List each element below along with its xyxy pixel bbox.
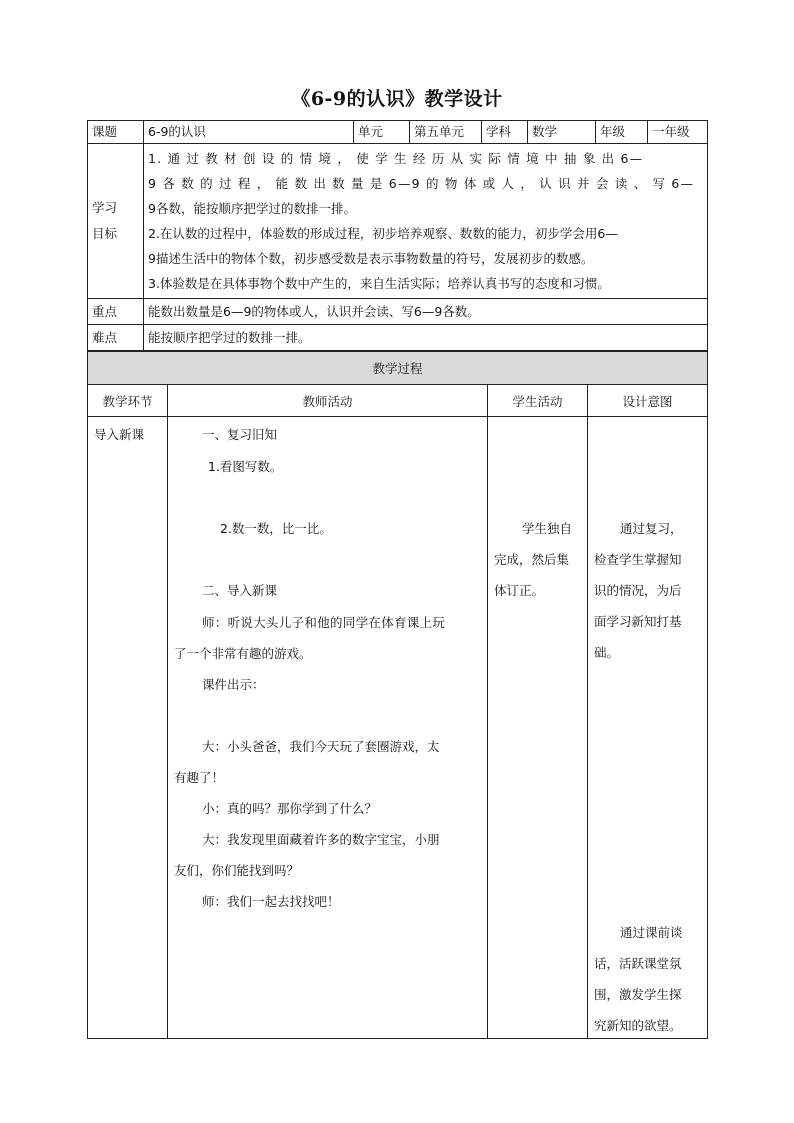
dialogue-line: 大：小头爸爸，我们今天玩了套圈游戏，太 [202, 739, 440, 754]
key-point-label: 重点 [88, 299, 144, 325]
student-activity-line: 学生独自 [522, 521, 573, 536]
goals-label-line2: 目标 [92, 226, 118, 241]
col-teacher-header: 教师活动 [168, 385, 488, 417]
col-student-header: 学生活动 [488, 385, 588, 417]
topic-label: 课题 [88, 121, 144, 144]
unit-value: 第五单元 [410, 121, 482, 144]
goal-line: 9 各 数 的 过 程 ， 能 数 出 数 量 是 6—9 的 物 体 或 人 ， 认 识 并 会 读 、 写 6— [148, 176, 695, 191]
grade-label: 年级 [596, 121, 648, 144]
goal-line: 3.体验数是在具体事物个数中产生的，来自生活实际；培养认真书写的态度和习惯。 [148, 276, 610, 291]
topic-row [88, 121, 708, 144]
goals-label [88, 144, 144, 299]
stage-cell [88, 417, 168, 1039]
review-heading: 一、复习旧知 [202, 427, 278, 442]
stage-row [88, 417, 708, 1039]
intent-line: 础。 [594, 645, 620, 660]
section-title: 教学过程 [88, 352, 708, 385]
review-item-1: 1.看图写数。 [208, 459, 283, 474]
review-item-2: 2.数一数，比一比。 [220, 521, 332, 536]
lesson-info-table [87, 120, 708, 351]
intro-heading: 二、导入新课 [202, 583, 278, 598]
dialogue-line: 师：我们一起去找找吧！ [202, 894, 340, 909]
key-point-row [88, 299, 708, 325]
intent-line: 检查学生掌握知 [594, 552, 682, 567]
difficulty-label: 难点 [88, 325, 144, 351]
student-activity-cell [488, 417, 588, 1039]
intent-line: 究新知的欲望。 [594, 1018, 682, 1033]
goal-line: 1. 通 过 教 材 创 设 的 情 境 ， 使 学 生 经 历 从 实 际 情 境 中 抽 象 出 6— [148, 151, 644, 166]
teaching-process-table [87, 351, 708, 1039]
dialogue-line: 师：听说大头儿子和他的同学在体育课上玩 [202, 615, 446, 630]
dialogue-line: 小：真的吗？那你学到了什么？ [202, 801, 378, 816]
goal-line: 9描述生活中的物体个数，初步感受数是表示事物数量的符号，发展初步的数感。 [148, 251, 594, 266]
teacher-activity-cell [168, 417, 488, 1039]
column-header-row [88, 385, 708, 417]
intent-line: 话，活跃课堂氛 [594, 956, 682, 971]
dialogue-line: 友们，你们能找到吗？ [174, 863, 300, 878]
goals-label-line1: 学习 [92, 200, 118, 215]
col-stage-header: 教学环节 [88, 385, 168, 417]
grade-value: 一年级 [648, 121, 708, 144]
goals-content [144, 144, 708, 299]
intent-line: 围，激发学生探 [594, 987, 682, 1002]
intent-line: 面学习新知打基 [594, 614, 682, 629]
col-intent-header: 设计意图 [588, 385, 708, 417]
topic-value: 6-9的认识 [144, 121, 354, 144]
dialogue-line: 有趣了！ [174, 770, 225, 785]
intent-line: 识的情况，为后 [594, 583, 682, 598]
student-activity-line: 完成，然后集 [494, 552, 570, 567]
unit-label: 单元 [354, 121, 410, 144]
subject-value: 数学 [528, 121, 596, 144]
design-intent-cell [588, 417, 708, 1039]
dialogue-line: 大：我发现里面藏着许多的数字宝宝，小朋 [202, 832, 440, 847]
courseware-label: 课件出示： [202, 677, 265, 692]
subject-label: 学科 [482, 121, 528, 144]
goal-line: 9各数，能按顺序把学过的数排一排。 [148, 201, 356, 216]
section-header-row [88, 352, 708, 385]
document-title: 《6-9的认识》教学设计 [291, 88, 503, 110]
difficulty-row [88, 325, 708, 351]
stage-name: 导入新课 [94, 427, 145, 442]
goals-row [88, 144, 708, 299]
student-activity-line: 体订正。 [494, 583, 545, 598]
difficulty-value: 能按顺序把学过的数排一排。 [144, 325, 708, 351]
intent-line: 通过课前谈 [620, 925, 683, 940]
key-point-value: 能数出数量是6—9的物体或人，认识并会读、写6—9各数。 [144, 299, 708, 325]
dialogue-line: 了一个非常有趣的游戏。 [174, 646, 312, 661]
goal-line: 2.在认数的过程中，体验数的形成过程，初步培养观察、数数的能力，初步学会用6— [148, 226, 618, 241]
intent-line: 通过复习， [620, 521, 683, 536]
